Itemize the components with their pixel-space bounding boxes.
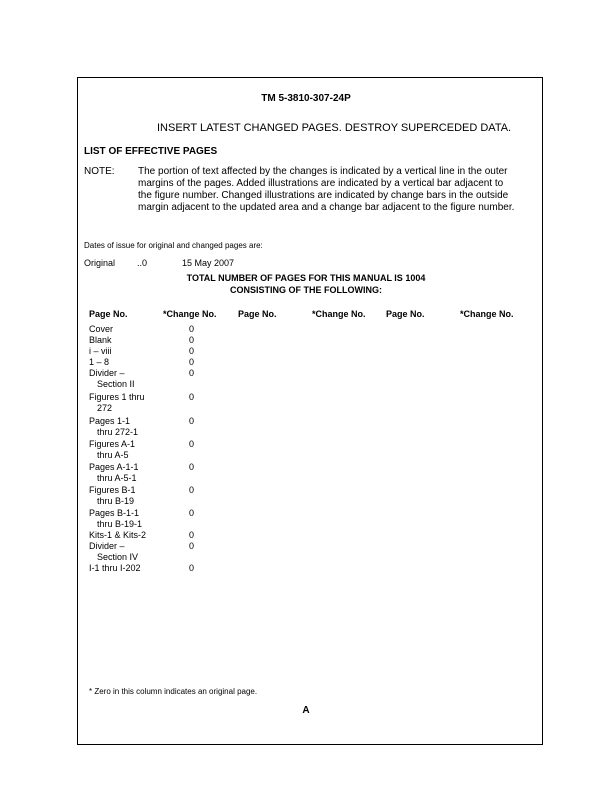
effective-pages-list — [89, 324, 219, 574]
change-number: 0 — [189, 324, 195, 334]
table-row — [89, 324, 219, 335]
page-entry: Figures A-1 — [89, 439, 136, 449]
page-entry: Pages 1-1 — [89, 416, 131, 426]
column-header: *Change No. — [163, 309, 217, 319]
original-date: 15 May 2007 — [182, 258, 235, 268]
tm-number: TM 5-3810-307-24P — [261, 93, 351, 104]
change-number: 0 — [189, 530, 195, 540]
column-header: *Change No. — [460, 309, 514, 319]
page-entry-cont: Section II — [97, 379, 135, 389]
page-entry: 1 – 8 — [89, 357, 110, 367]
footnote: * Zero in this column indicates an original page. — [89, 687, 258, 696]
column-header: *Change No. — [312, 309, 366, 319]
page-entry: Blank — [89, 335, 112, 345]
change-number: 0 — [189, 392, 195, 402]
table-row — [89, 508, 219, 530]
page-entry: Divider – — [89, 368, 125, 378]
table-row — [89, 439, 219, 461]
column-header: Page No. — [89, 309, 128, 319]
page-entry: Figures 1 thru — [89, 392, 145, 402]
page-entry-cont: thru 272-1 — [97, 427, 139, 437]
table-row — [89, 357, 219, 368]
page-entry: Cover — [89, 324, 114, 334]
table-row — [89, 392, 219, 414]
note-label: NOTE: — [84, 166, 115, 177]
change-number: 0 — [189, 541, 195, 551]
page-entry-cont: thru B-19-1 — [97, 519, 143, 529]
change-number: 0 — [189, 368, 195, 378]
table-row — [89, 368, 219, 390]
note-text: The portion of text affected by the changes is indicated by a vertical line in the outer margins of the pages. Added illustrations are indicated by a vertical bar adjacent to the figure number. Changed illustrations are indicated by change bars in the outside margin adjacent to the updated area and a change bar adjacent to the figure number. — [138, 166, 515, 213]
page-entry: Pages B-1-1 — [89, 508, 140, 518]
change-number: 0 — [189, 563, 195, 573]
page-entry: Kits-1 & Kits-2 — [89, 530, 147, 540]
dates-label: Dates of issue for original and changed pages are: — [84, 241, 263, 250]
column-header: Page No. — [386, 309, 425, 319]
change-number: 0 — [189, 335, 195, 345]
insert-instruction: INSERT LATEST CHANGED PAGES. DESTROY SUPERCEDED DATA. — [157, 122, 512, 134]
change-number: 0 — [189, 508, 195, 518]
consisting-line: CONSISTING OF THE FOLLOWING: — [230, 285, 382, 295]
table-row — [89, 416, 219, 438]
table-row — [89, 563, 219, 574]
table-row — [89, 541, 219, 563]
page-entry: i – viii — [89, 346, 112, 356]
table-row — [89, 530, 219, 541]
change-number: 0 — [189, 439, 195, 449]
change-number: 0 — [189, 485, 195, 495]
table-row — [89, 335, 219, 346]
column-header: Page No. — [238, 309, 277, 319]
page-entry: Pages A-1-1 — [89, 462, 139, 472]
section-title: LIST OF EFFECTIVE PAGES — [84, 146, 218, 157]
table-row — [89, 462, 219, 484]
page-entry-cont: thru B-19 — [97, 496, 135, 506]
page-entry: Divider – — [89, 541, 125, 551]
change-number: 0 — [189, 346, 195, 356]
change-number: 0 — [189, 462, 195, 472]
change-number: 0 — [189, 357, 195, 367]
page-entry: I-1 thru I-202 — [89, 563, 141, 573]
page-entry-cont: thru A-5-1 — [97, 473, 137, 483]
original-label: Original — [84, 258, 116, 268]
change-number: 0 — [189, 416, 195, 426]
table-row — [89, 485, 219, 507]
page-entry-cont: thru A-5 — [97, 450, 129, 460]
page-mark: A — [302, 705, 310, 716]
total-pages-line: TOTAL NUMBER OF PAGES FOR THIS MANUAL IS 1004 — [186, 273, 426, 283]
page-entry-cont: Section IV — [97, 552, 139, 562]
page-entry-cont: 272 — [97, 403, 113, 413]
page-entry: Figures B-1 — [89, 485, 136, 495]
table-row — [89, 346, 219, 357]
original-number: ..0 — [137, 258, 148, 268]
